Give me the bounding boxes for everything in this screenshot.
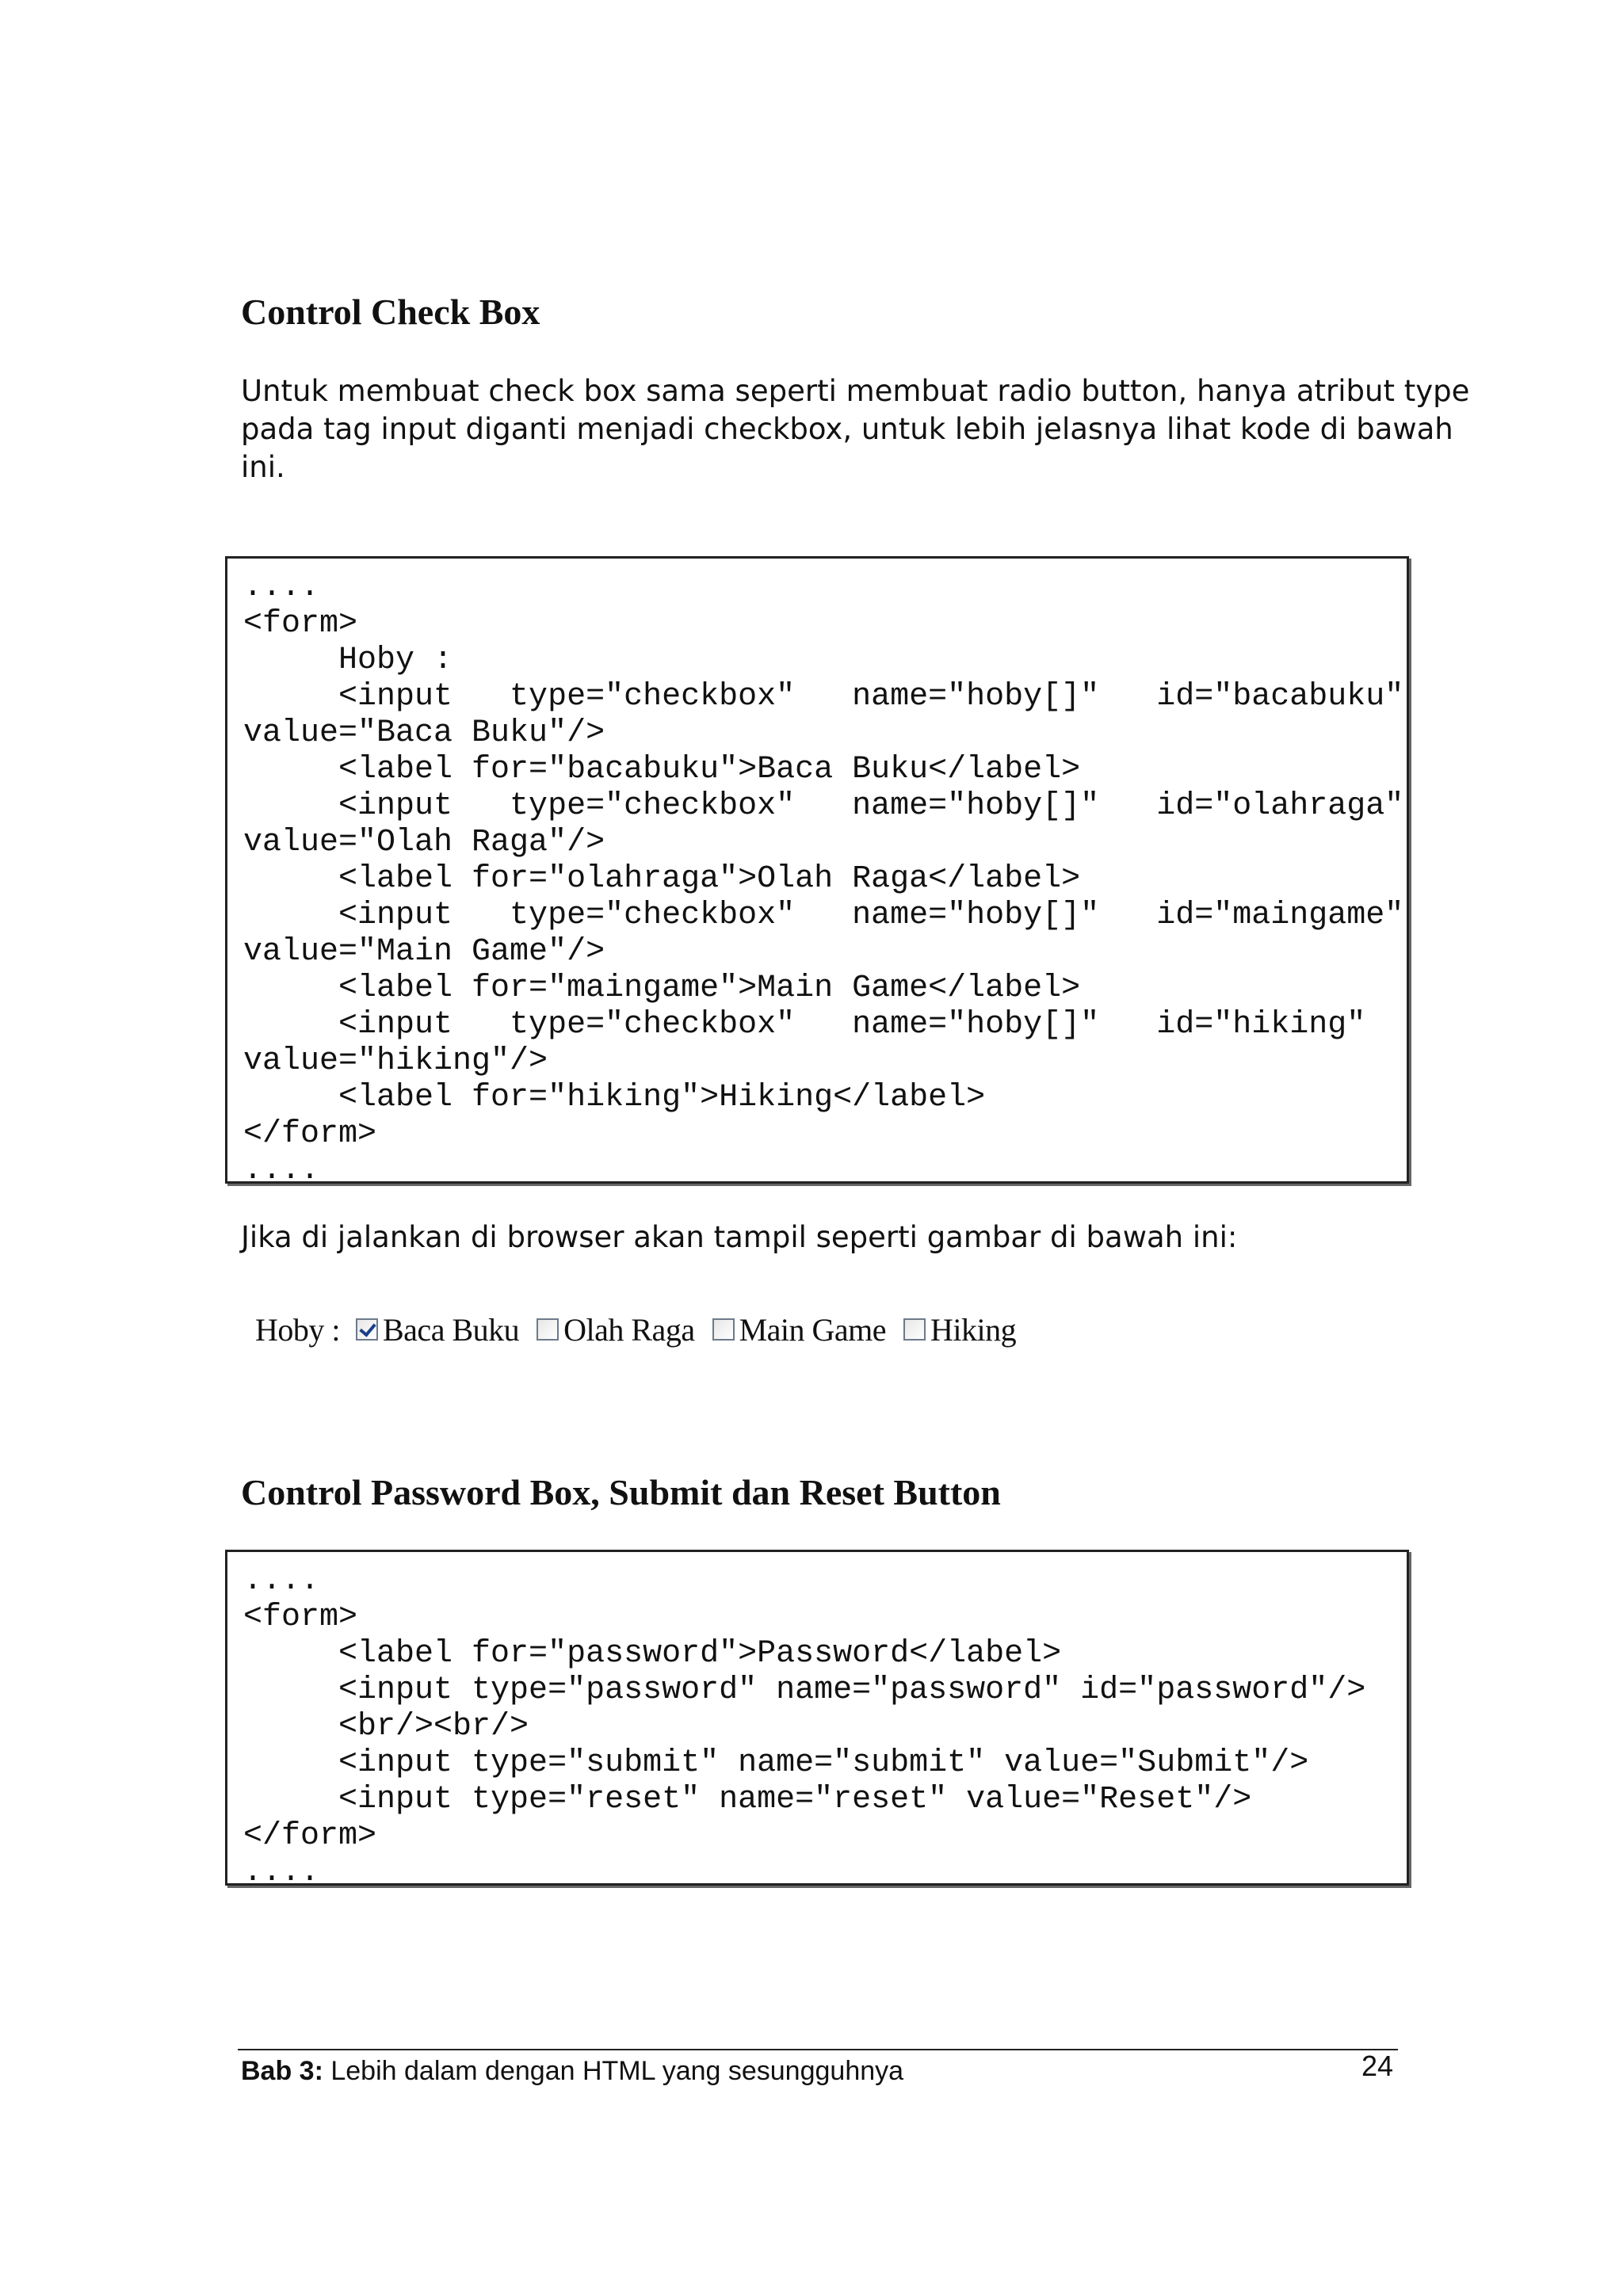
footer-chapter-label: Bab 3: [241,2056,323,2086]
checkbox-unchecked-icon[interactable] [712,1318,735,1341]
demo-option-label: Main Game [739,1311,887,1348]
demo-option-olah-raga[interactable] [537,1311,694,1348]
code-line: <input type="password" name="password" id="password"/> [243,1672,1366,1708]
code-line: .... [243,1563,320,1599]
section-heading-checkbox: Control Check Box [241,292,540,332]
code-line: <label for="hiking">Hiking</label> [243,1080,986,1116]
code-line: .... [243,1855,320,1890]
intro-paragraph [241,372,1470,486]
demo-option-label: Baca Buku [383,1311,520,1348]
code-line: value="hiking"/> [243,1043,548,1079]
code-line: <input type="checkbox" name="hoby[]" id="olahraga" [243,788,1404,824]
demo-option-label: Olah Raga [563,1311,695,1348]
demo-option-baca-buku[interactable] [356,1311,519,1348]
code-line: <label for="maingame">Main Game</label> [243,971,1081,1006]
code-line: <br/><br/> [243,1709,529,1745]
code-line: </form> [243,1818,377,1854]
paragraph-line: Untuk membuat check box sama seperti membuat radio button, hanya atribut type [241,374,1470,408]
code-line: .... [243,1153,320,1188]
code-line: <input type="checkbox" name="hoby[]" id="maingame" [243,898,1404,933]
code-block-password [225,1550,1409,1890]
code-line: <input type="checkbox" name="hoby[]" id="hiking" [243,1007,1366,1043]
code-line: </form> [243,1116,377,1152]
code-line: value="Olah Raga"/> [243,825,605,860]
demo-option-label: Hiking [930,1311,1017,1348]
code-line: <input type="checkbox" name="hoby[]" id="bacabuku" [243,679,1404,715]
paragraph-line: pada tag input diganti menjadi checkbox, untuk lebih jelasnya lihat kode di bawah [241,412,1453,446]
result-caption [241,1219,1398,1257]
code-line: <label for="password">Password</label> [243,1636,1062,1672]
demo-option-hiking[interactable] [903,1311,1016,1348]
code-line: <form> [243,1600,358,1635]
demo-hoby-label: Hoby : [255,1311,340,1348]
checkbox-unchecked-icon[interactable] [537,1318,559,1341]
code-line: <label for="bacabuku">Baca Buku</label> [243,752,1081,788]
code-line: value="Main Game"/> [243,934,605,970]
checkbox-demo [255,1307,1033,1352]
code-line: <input type="submit" name="submit" value="Submit"/> [243,1745,1309,1781]
footer-chapter-title: Lebih dalam dengan HTML yang sesungguhnya [323,2056,904,2086]
paragraph-line: ini. [241,450,285,484]
checkbox-unchecked-icon[interactable] [903,1318,926,1341]
result-caption-text: Jika di jalankan di browser akan tampil seperti gambar di bawah ini: [241,1220,1238,1254]
code-line: <label for="olahraga">Olah Raga</label> [243,861,1081,897]
page-number: 24 [1361,2050,1394,2082]
footer-chapter [241,2054,903,2088]
checkbox-checked-icon[interactable] [356,1318,378,1341]
section-heading-password: Control Password Box, Submit dan Reset Button [241,1472,1001,1512]
footer-divider [238,2049,1398,2050]
code-line: <form> [243,606,358,642]
code-line: <input type="reset" name="reset" value="Reset"/> [243,1782,1252,1817]
code-line: value="Baca Buku"/> [243,715,605,751]
code-block-checkbox [225,556,1409,1188]
demo-option-main-game[interactable] [712,1311,886,1348]
code-line: Hoby : [243,643,453,678]
code-line: .... [243,570,320,605]
